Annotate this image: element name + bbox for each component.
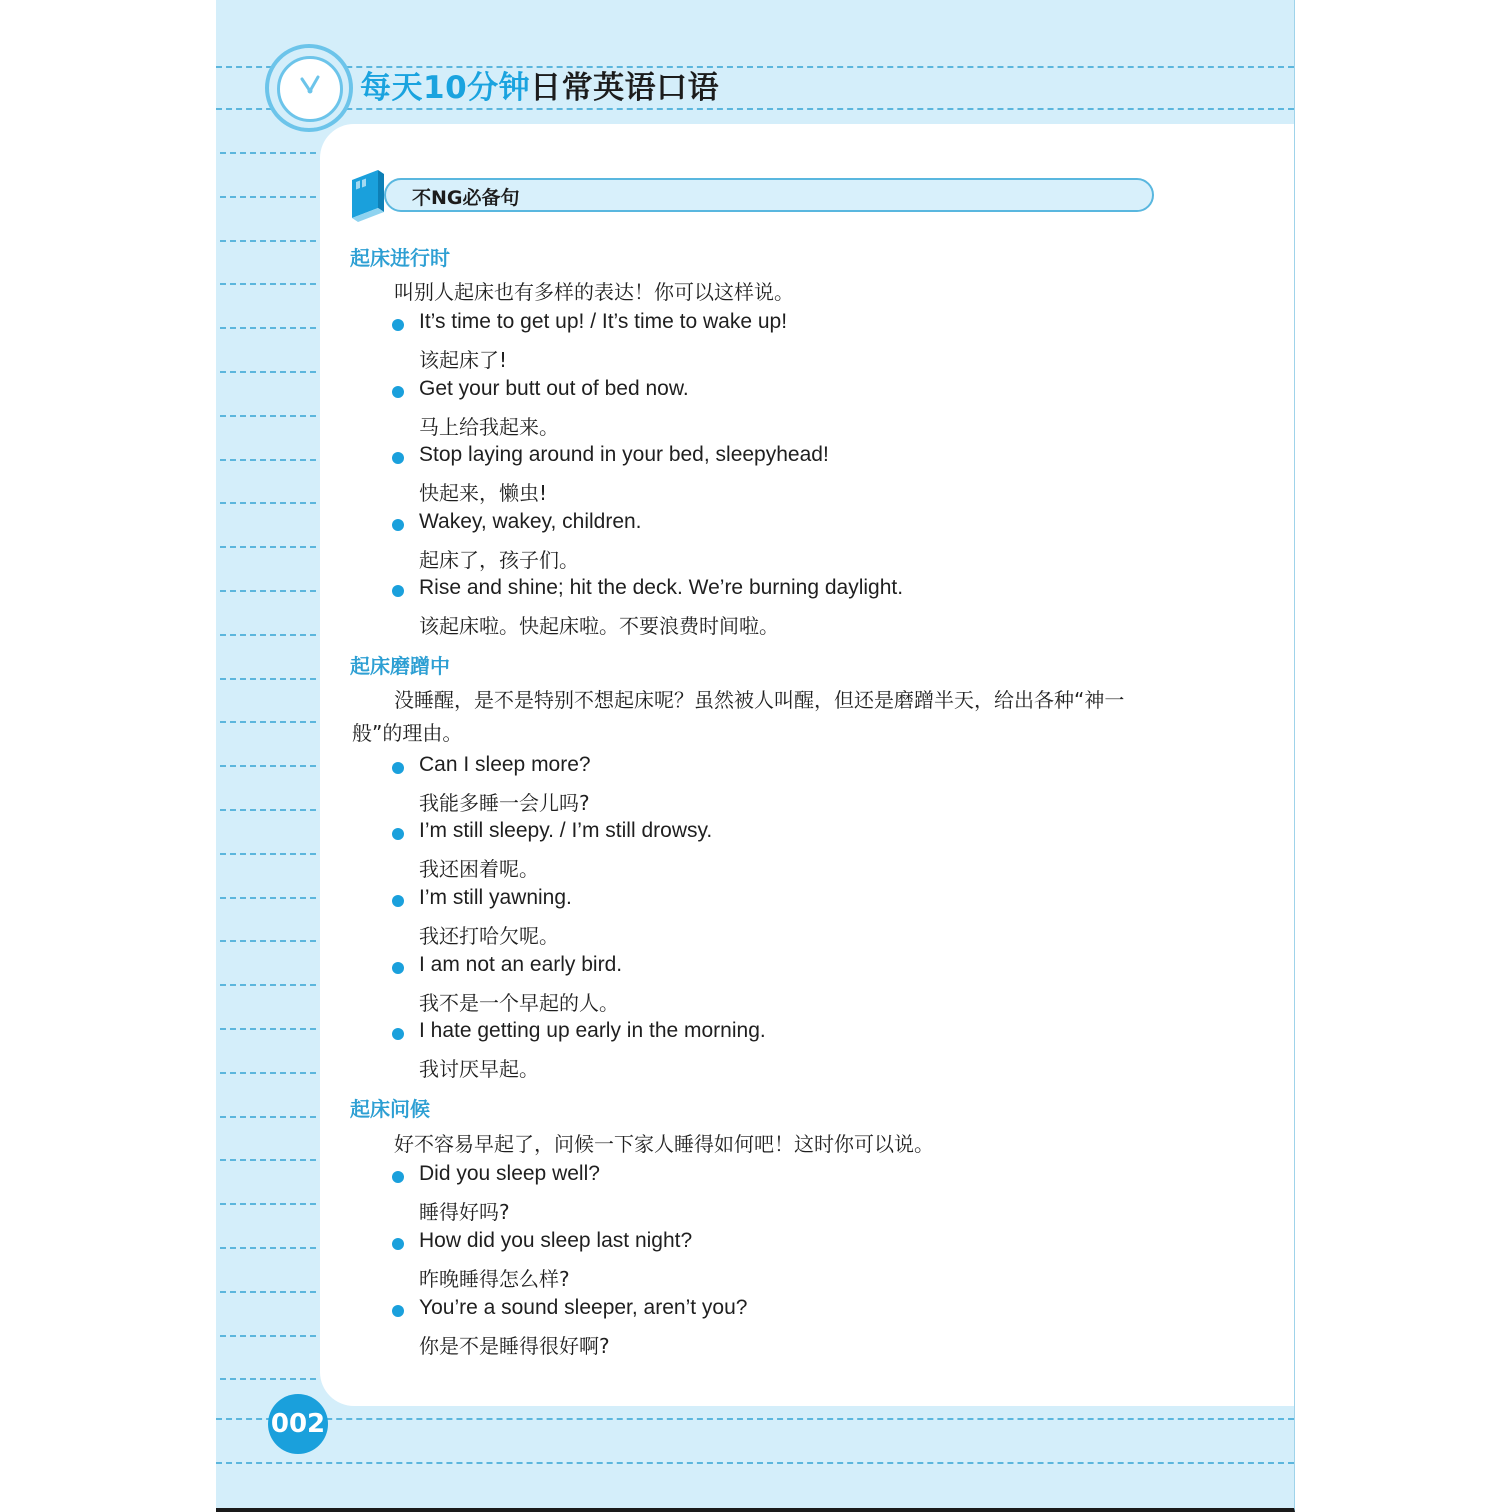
- phrase-chinese: 睡得好吗?: [419, 1200, 510, 1224]
- bullet-dot-icon: [392, 386, 404, 398]
- phrase-english: I’m still sleepy. / I’m still drowsy.: [419, 819, 713, 842]
- section-intro: 好不容易早起了，问候一下家人睡得如何吧！这时你可以说。: [394, 1132, 934, 1156]
- phrase-english: Can I sleep more?: [419, 753, 591, 776]
- phrase-english: Wakey, wakey, children.: [419, 510, 642, 533]
- bullet-dot-icon: [392, 1171, 404, 1183]
- section-intro: 叫别人起床也有多样的表达！你可以这样说。: [394, 280, 794, 304]
- page-number: 002: [268, 1394, 328, 1454]
- phrase-chinese: 快起来，懒虫!: [419, 481, 548, 505]
- phrase-english: How did you sleep last night?: [419, 1229, 693, 1252]
- bullet-dot-icon: [392, 962, 404, 974]
- bullet-dot-icon: [392, 828, 404, 840]
- bullet-dot-icon: [392, 1238, 404, 1250]
- bullet-dot-icon: [392, 895, 404, 907]
- phrase-chinese: 你是不是睡得很好啊?: [419, 1334, 610, 1358]
- book-title-main: 日常英语口语: [530, 70, 720, 106]
- section-banner-label: 不NG必备句: [412, 187, 520, 209]
- phrase-english: I am not an early bird.: [419, 953, 623, 976]
- phrase-chinese: 该起床了!: [419, 348, 508, 372]
- book-title-accent: 每天10分钟: [360, 70, 531, 106]
- phrase-english: I’m still yawning.: [419, 886, 572, 909]
- phrase-english: I hate getting up early in the morning.: [419, 1019, 766, 1042]
- bullet-dot-icon: [392, 452, 404, 464]
- phrase-chinese: 起床了，孩子们。: [419, 548, 579, 572]
- phrase-english: Stop laying around in your bed, sleepyhead!: [419, 443, 829, 466]
- bullet-dot-icon: [392, 1305, 404, 1317]
- section-heading: 起床磨蹭中: [350, 654, 450, 678]
- phrase-chinese: 我能多睡一会儿吗?: [419, 791, 590, 815]
- phrase-chinese: 我讨厌早起。: [419, 1057, 539, 1081]
- bullet-dot-icon: [392, 762, 404, 774]
- phrase-chinese: 我还打哈欠呢。: [419, 924, 559, 948]
- phrase-english: Rise and shine; hit the deck. We’re burning daylight.: [419, 576, 904, 599]
- section-intro: 没睡醒，是不是特别不想起床呢？虽然被人叫醒，但还是磨蹭半天，给出各种“神一般”的理由。: [352, 688, 1125, 745]
- phrase-english: Did you sleep well?: [419, 1162, 600, 1185]
- section-heading: 起床进行时: [350, 246, 450, 270]
- phrase-chinese: 马上给我起来。: [419, 415, 559, 439]
- bullet-dot-icon: [392, 519, 404, 531]
- phrase-chinese: 昨晚睡得怎么样?: [419, 1267, 570, 1291]
- section-heading: 起床问候: [350, 1097, 430, 1121]
- phrase-chinese: 我还困着呢。: [419, 857, 539, 881]
- phrase-chinese: 我不是一个早起的人。: [419, 991, 619, 1015]
- phrase-chinese: 该起床啦。快起床啦。不要浪费时间啦。: [419, 614, 779, 638]
- phrase-english: Get your butt out of bed now.: [419, 377, 689, 400]
- book-page: [216, 0, 1295, 1512]
- phrase-content: [216, 0, 1295, 1508]
- bullet-dot-icon: [392, 319, 404, 331]
- phrase-english: You’re a sound sleeper, aren’t you?: [419, 1296, 748, 1319]
- bullet-dot-icon: [392, 585, 404, 597]
- phrase-english: It’s time to get up! / It’s time to wake up!: [419, 310, 788, 333]
- bullet-dot-icon: [392, 1028, 404, 1040]
